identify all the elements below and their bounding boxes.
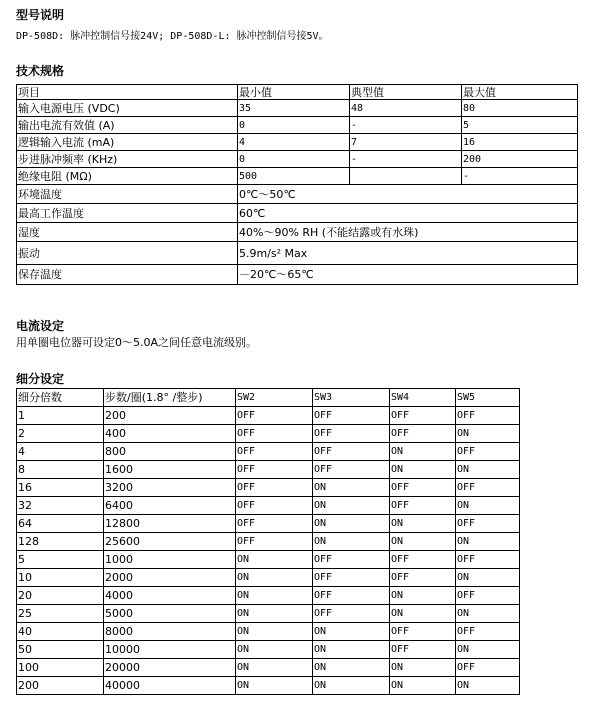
switch-state-cell: OFF — [390, 569, 456, 587]
microstep-row — [17, 605, 520, 623]
microstep-value-cell: 200 — [17, 677, 104, 695]
switch-state-cell: OFF — [456, 443, 520, 461]
switch-state-cell: ON — [390, 461, 456, 479]
switch-state-cell: OFF — [390, 407, 456, 425]
switch-state-cell: ON — [456, 677, 520, 695]
switch-state-cell: ON — [236, 641, 313, 659]
switch-state-cell: ON — [313, 515, 390, 533]
switch-state-cell: ON — [313, 659, 390, 677]
switch-state-cell: ON — [390, 533, 456, 551]
switch-state-cell: OFF — [456, 659, 520, 677]
microstep-value-cell: 4 — [17, 443, 104, 461]
spec-wide-row — [17, 265, 578, 285]
spec-value-cell: 40%～90% RH (不能结露或有水珠) — [238, 223, 578, 242]
spec-value-cell: 80 — [462, 100, 578, 117]
spec-value-cell: 500 — [238, 168, 350, 185]
microstep-value-cell: 8000 — [104, 623, 236, 641]
switch-state-cell: OFF — [313, 587, 390, 605]
switch-state-cell: ON — [390, 677, 456, 695]
switch-state-cell: ON — [456, 425, 520, 443]
spec-header-cell: 典型值 — [350, 85, 462, 100]
switch-state-cell: OFF — [456, 407, 520, 425]
switch-state-cell: ON — [236, 677, 313, 695]
switch-state-cell: OFF — [456, 551, 520, 569]
microstep-row — [17, 623, 520, 641]
spec-wide-row — [17, 242, 578, 265]
spec-value-cell: 0℃～50℃ — [238, 185, 578, 204]
spec-row — [17, 168, 578, 185]
microstep-header-cell: 细分倍数 — [17, 389, 104, 407]
microstep-value-cell: 25600 — [104, 533, 236, 551]
microstep-row — [17, 569, 520, 587]
spec-value-cell: 48 — [350, 100, 462, 117]
model-section-title: 型号说明 — [16, 8, 65, 22]
switch-state-cell: OFF — [390, 479, 456, 497]
spec-value-cell: 16 — [462, 134, 578, 151]
microstep-row — [17, 641, 520, 659]
switch-state-cell: OFF — [313, 425, 390, 443]
switch-state-cell: ON — [236, 623, 313, 641]
spec-value-cell: 200 — [462, 151, 578, 168]
microstep-value-cell: 40 — [17, 623, 104, 641]
spec-value-cell: 35 — [238, 100, 350, 117]
microstep-header-cell: 步数/圈(1.8° /整步) — [104, 389, 236, 407]
microstep-value-cell: 2 — [17, 425, 104, 443]
spec-section-title: 技术规格 — [16, 64, 65, 78]
switch-state-cell: ON — [236, 587, 313, 605]
switch-state-cell: ON — [313, 479, 390, 497]
switch-state-cell: ON — [456, 533, 520, 551]
switch-state-cell: OFF — [313, 551, 390, 569]
switch-state-cell: OFF — [456, 479, 520, 497]
spec-header-cell: 最大值 — [462, 85, 578, 100]
switch-state-cell: OFF — [390, 623, 456, 641]
switch-state-cell: ON — [456, 497, 520, 515]
switch-state-cell: ON — [456, 605, 520, 623]
microstep-value-cell: 4000 — [104, 587, 236, 605]
spec-item-cell: 步进脉冲频率 (KHz) — [17, 151, 238, 168]
spec-row — [17, 117, 578, 134]
microstep-row — [17, 461, 520, 479]
switch-state-cell: OFF — [236, 479, 313, 497]
spec-value-cell: - — [350, 151, 462, 168]
microstep-header-row — [17, 389, 520, 407]
switch-state-cell: ON — [236, 569, 313, 587]
model-description: DP-508D: 脉冲控制信号接24V; DP-508D-L: 脉冲控制信号接5V。 — [16, 31, 329, 42]
microstep-value-cell: 5 — [17, 551, 104, 569]
microstep-value-cell: 1000 — [104, 551, 236, 569]
spec-wide-row — [17, 204, 578, 223]
microstep-header-cell: SW2 — [236, 389, 313, 407]
spec-wide-row — [17, 185, 578, 204]
spec-value-cell — [350, 168, 462, 185]
microstep-value-cell: 40000 — [104, 677, 236, 695]
microstep-row — [17, 497, 520, 515]
current-section-title: 电流设定 — [16, 319, 65, 333]
switch-state-cell: ON — [236, 659, 313, 677]
microstep-section-title: 细分设定 — [16, 372, 65, 386]
spec-header-row — [17, 85, 578, 100]
switch-state-cell: ON — [390, 443, 456, 461]
microstep-row — [17, 407, 520, 425]
switch-state-cell: OFF — [390, 425, 456, 443]
microstep-value-cell: 400 — [104, 425, 236, 443]
switch-state-cell: ON — [456, 461, 520, 479]
spec-value-cell: －20℃～65℃ — [238, 265, 578, 285]
switch-state-cell: ON — [390, 605, 456, 623]
microstep-row — [17, 533, 520, 551]
microstep-header-cell: SW3 — [313, 389, 390, 407]
microstep-value-cell: 50 — [17, 641, 104, 659]
microstep-value-cell: 1600 — [104, 461, 236, 479]
switch-state-cell: OFF — [456, 623, 520, 641]
microstep-value-cell: 1 — [17, 407, 104, 425]
spec-item-cell: 输入电源电压 (VDC) — [17, 100, 238, 117]
spec-value-cell: 0 — [238, 117, 350, 134]
microstep-value-cell: 3200 — [104, 479, 236, 497]
switch-state-cell: OFF — [236, 497, 313, 515]
switch-state-cell: OFF — [236, 515, 313, 533]
switch-state-cell: OFF — [236, 407, 313, 425]
microstep-row — [17, 425, 520, 443]
switch-state-cell: OFF — [456, 515, 520, 533]
microstep-value-cell: 16 — [17, 479, 104, 497]
switch-state-cell: OFF — [390, 641, 456, 659]
switch-state-cell: ON — [236, 605, 313, 623]
microstep-row — [17, 479, 520, 497]
microstep-row — [17, 443, 520, 461]
spec-header-cell: 最小值 — [238, 85, 350, 100]
microstep-value-cell: 32 — [17, 497, 104, 515]
switch-state-cell: OFF — [236, 533, 313, 551]
spec-value-cell: 7 — [350, 134, 462, 151]
microstep-row — [17, 677, 520, 695]
spec-value-cell: - — [350, 117, 462, 134]
switch-state-cell: OFF — [313, 461, 390, 479]
spec-item-cell: 输出电流有效值 (A) — [17, 117, 238, 134]
microstep-value-cell: 5000 — [104, 605, 236, 623]
spec-value-cell: 5 — [462, 117, 578, 134]
switch-state-cell: ON — [313, 641, 390, 659]
spec-value-cell: - — [462, 168, 578, 185]
switch-state-cell: ON — [313, 533, 390, 551]
switch-state-cell: ON — [390, 659, 456, 677]
microstep-row — [17, 659, 520, 677]
switch-state-cell: ON — [236, 551, 313, 569]
switch-state-cell: ON — [313, 497, 390, 515]
spec-item-cell: 保存温度 — [17, 265, 238, 285]
microstep-value-cell: 200 — [104, 407, 236, 425]
switch-state-cell: OFF — [390, 497, 456, 515]
switch-state-cell: ON — [313, 623, 390, 641]
spec-wide-row — [17, 223, 578, 242]
spec-item-cell: 逻辑输入电流 (mA) — [17, 134, 238, 151]
spec-value-cell: 5.9m/s² Max — [238, 242, 578, 265]
spec-header-cell: 项目 — [17, 85, 238, 100]
microstep-value-cell: 128 — [17, 533, 104, 551]
microstep-table — [16, 388, 520, 695]
switch-state-cell: OFF — [236, 443, 313, 461]
microstep-value-cell: 20000 — [104, 659, 236, 677]
microstep-value-cell: 6400 — [104, 497, 236, 515]
switch-state-cell: ON — [313, 677, 390, 695]
microstep-value-cell: 800 — [104, 443, 236, 461]
microstep-value-cell: 64 — [17, 515, 104, 533]
spec-row — [17, 134, 578, 151]
microstep-value-cell: 2000 — [104, 569, 236, 587]
spec-item-cell: 最高工作温度 — [17, 204, 238, 223]
microstep-value-cell: 100 — [17, 659, 104, 677]
microstep-row — [17, 515, 520, 533]
spec-item-cell: 绝缘电阻 (MΩ) — [17, 168, 238, 185]
switch-state-cell: OFF — [313, 443, 390, 461]
microstep-value-cell: 10000 — [104, 641, 236, 659]
microstep-value-cell: 12800 — [104, 515, 236, 533]
switch-state-cell: OFF — [236, 425, 313, 443]
switch-state-cell: ON — [456, 569, 520, 587]
microstep-header-cell: SW4 — [390, 389, 456, 407]
switch-state-cell: ON — [456, 641, 520, 659]
switch-state-cell: OFF — [313, 605, 390, 623]
microstep-value-cell: 8 — [17, 461, 104, 479]
spec-value-cell: 0 — [238, 151, 350, 168]
current-description: 用单圈电位器可设定0～5.0A之间任意电流级别。 — [16, 336, 258, 349]
switch-state-cell: ON — [390, 515, 456, 533]
microstep-header-cell: SW5 — [456, 389, 520, 407]
switch-state-cell: OFF — [236, 461, 313, 479]
switch-state-cell: OFF — [456, 587, 520, 605]
spec-row — [17, 100, 578, 117]
spec-table — [16, 84, 578, 285]
microstep-row — [17, 587, 520, 605]
switch-state-cell: OFF — [390, 551, 456, 569]
spec-value-cell: 60℃ — [238, 204, 578, 223]
microstep-value-cell: 25 — [17, 605, 104, 623]
spec-item-cell: 环境温度 — [17, 185, 238, 204]
switch-state-cell: OFF — [313, 407, 390, 425]
switch-state-cell: ON — [390, 587, 456, 605]
spec-item-cell: 湿度 — [17, 223, 238, 242]
microstep-value-cell: 10 — [17, 569, 104, 587]
spec-item-cell: 振动 — [17, 242, 238, 265]
microstep-value-cell: 20 — [17, 587, 104, 605]
spec-value-cell: 4 — [238, 134, 350, 151]
spec-row — [17, 151, 578, 168]
microstep-row — [17, 551, 520, 569]
switch-state-cell: OFF — [313, 569, 390, 587]
